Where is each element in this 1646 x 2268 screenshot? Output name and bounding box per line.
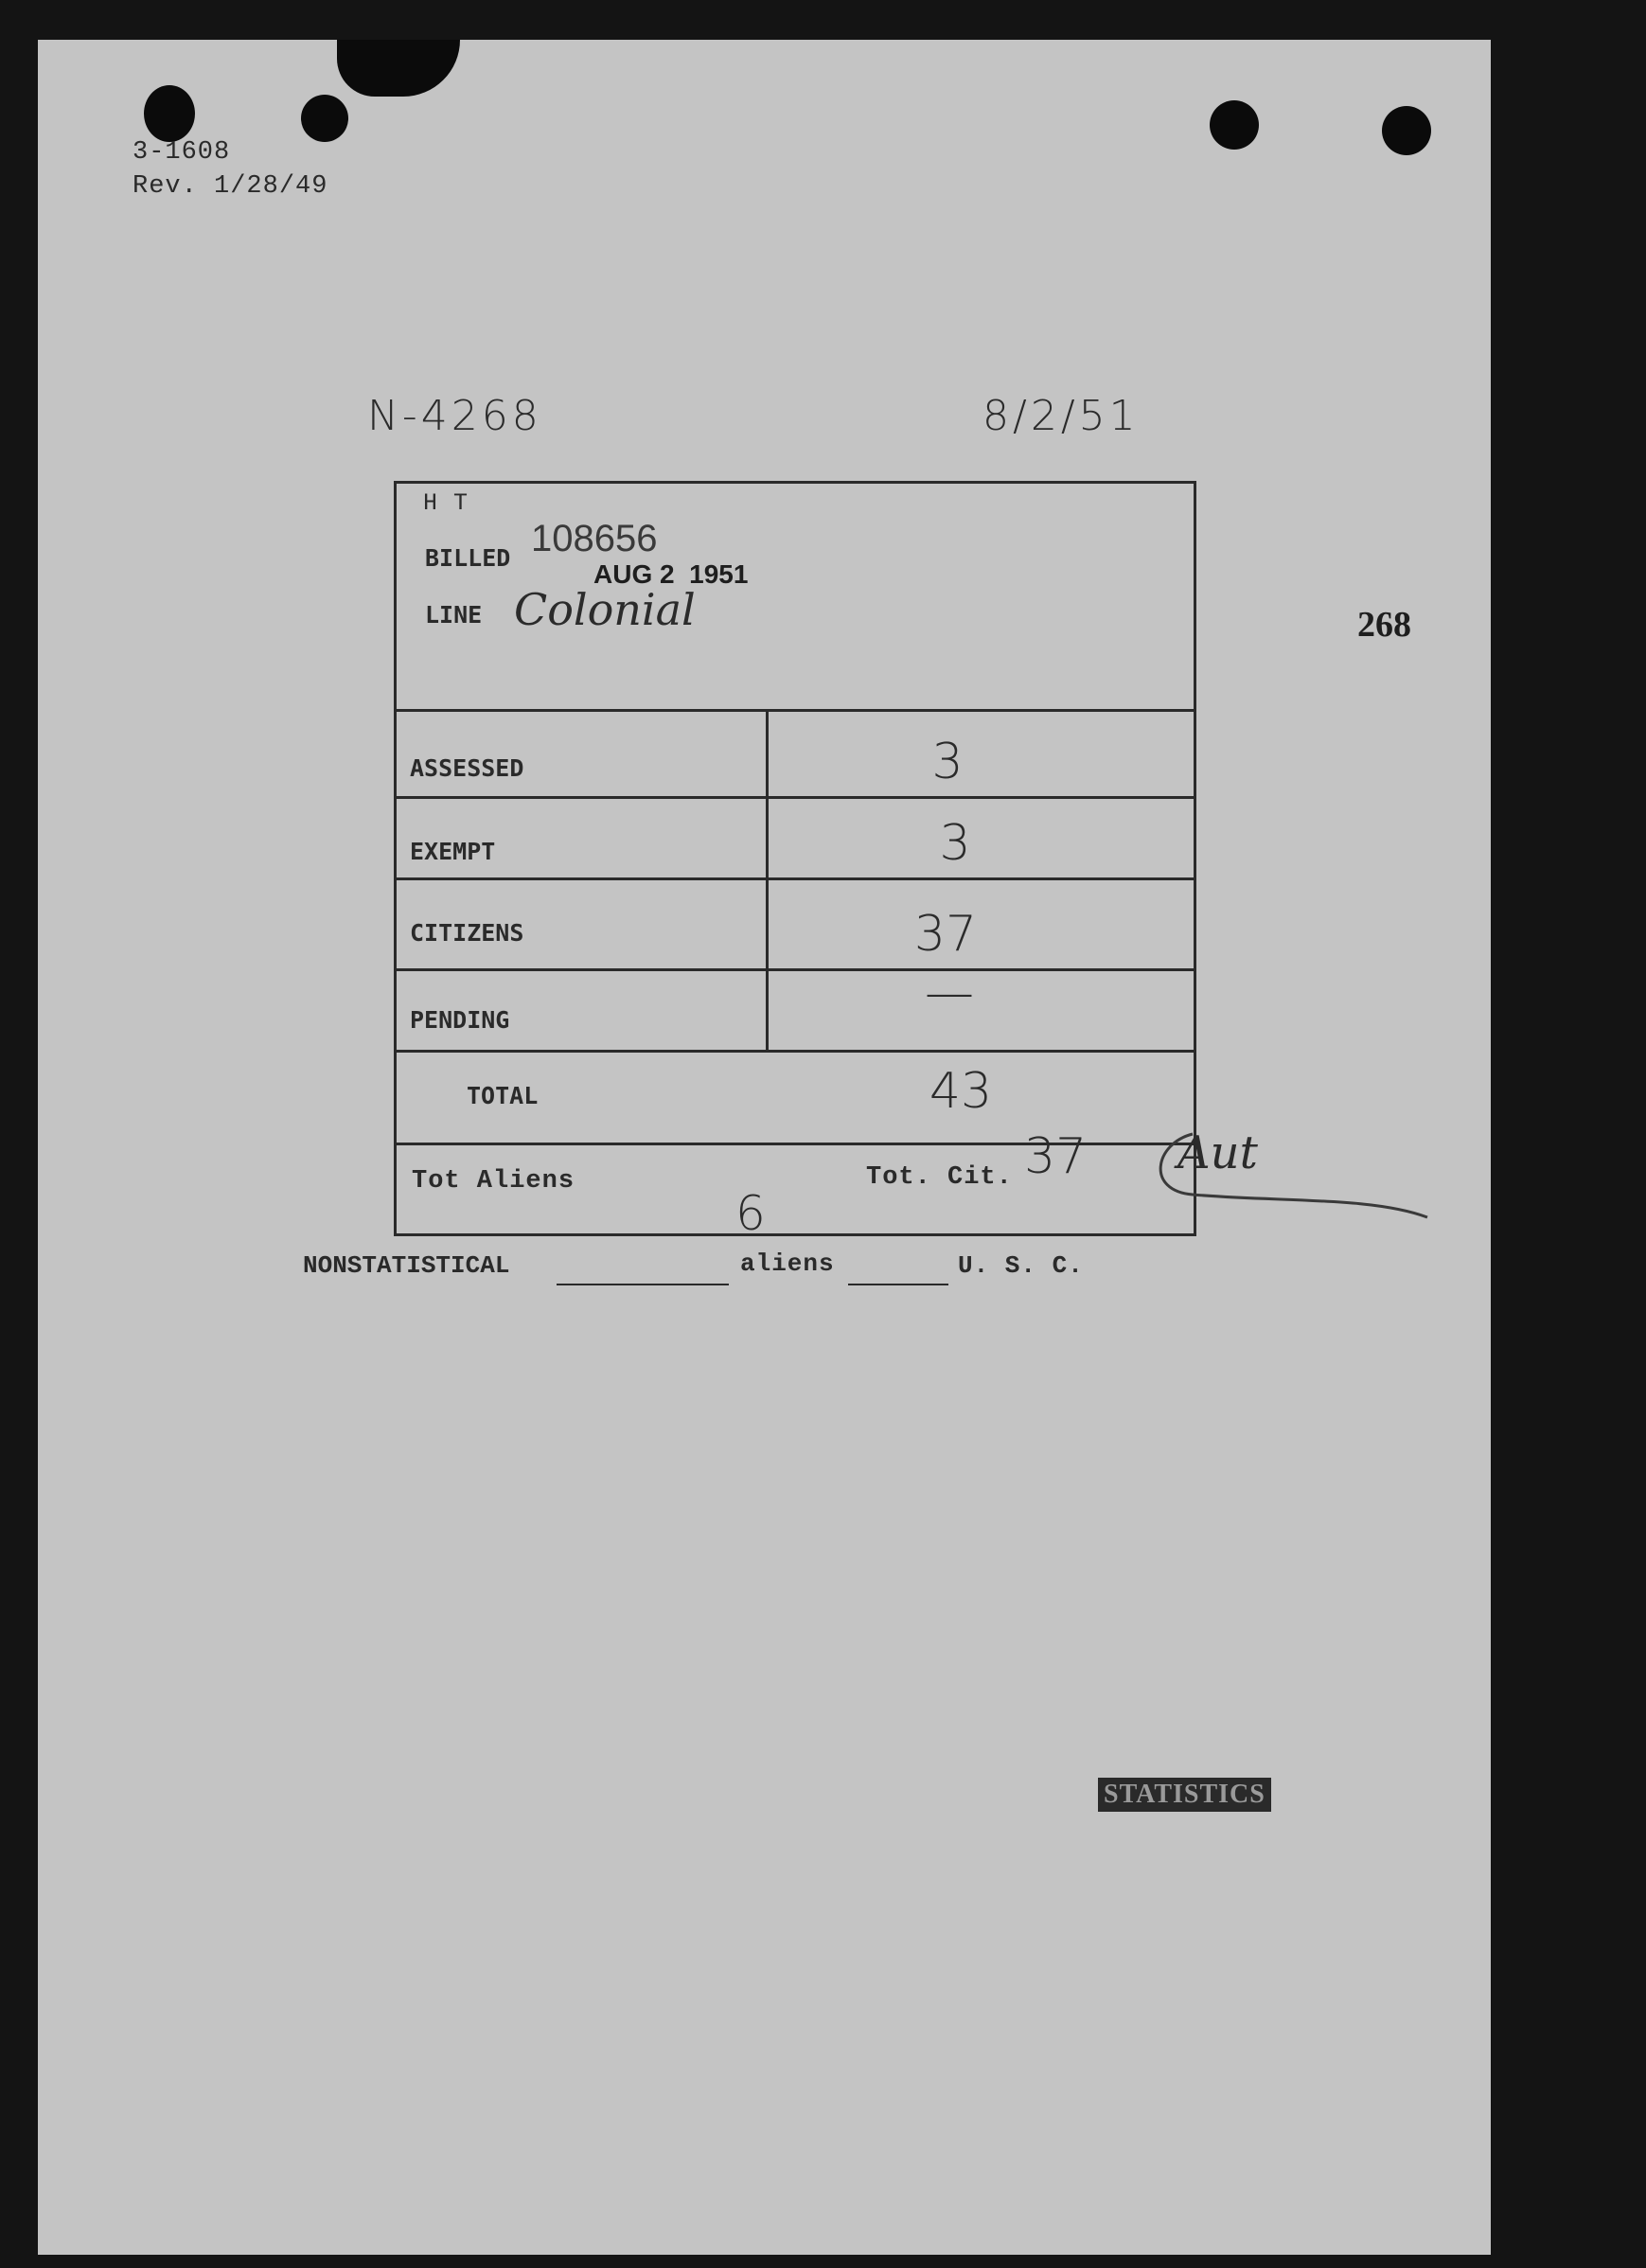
aliens-label: aliens <box>740 1249 835 1278</box>
punch-hole <box>144 85 195 142</box>
initials-flourish <box>1126 1115 1439 1229</box>
page-number: 268 <box>1357 605 1411 645</box>
row-value-citizens: 37 <box>913 906 978 963</box>
ht-label: H T <box>423 489 469 517</box>
manifest-date: 8/2/51 <box>982 392 1140 440</box>
billed-label: BILLED <box>425 544 511 572</box>
tot-aliens-value: 6 <box>735 1186 766 1241</box>
tot-aliens-label: Tot Aliens <box>412 1167 575 1196</box>
billed-number: 108656 <box>531 518 658 559</box>
form-number: 3-1608 <box>133 138 231 167</box>
row-value-assessed: 3 <box>931 734 964 790</box>
total-value: 43 <box>929 1063 993 1120</box>
document-page <box>38 40 1491 2255</box>
row-label-pending: PENDING <box>410 1006 510 1034</box>
row-label-exempt: EXEMPT <box>410 838 496 865</box>
form-revision: Rev. 1/28/49 <box>133 172 328 201</box>
punch-hole <box>1382 106 1431 155</box>
line-value: Colonial <box>514 584 696 635</box>
tot-cit-value: 37 <box>1024 1128 1088 1185</box>
row-label-assessed: ASSESSED <box>410 754 524 782</box>
punch-hole <box>301 95 348 142</box>
usc-label: U. S. C. <box>958 1251 1084 1280</box>
nonstatistical-label: NONSTATISTICAL <box>303 1251 510 1280</box>
manifest-number: N-4268 <box>367 392 542 440</box>
row-label-citizens: CITIZENS <box>410 919 524 947</box>
initials: Aut <box>1177 1126 1258 1179</box>
row-value-pending: — <box>925 965 974 1021</box>
ink-blot <box>337 40 460 97</box>
total-label: TOTAL <box>467 1082 539 1109</box>
form-box <box>394 481 1196 1241</box>
punch-hole <box>1210 100 1259 150</box>
tot-cit-label: Tot. Cit. <box>866 1163 1013 1192</box>
billed-date-stamp: AUG 2 1951 <box>593 559 749 589</box>
line-label: LINE <box>425 601 483 629</box>
row-value-exempt: 3 <box>939 815 971 872</box>
statistics-stamp: STATISTICS <box>1098 1778 1271 1812</box>
